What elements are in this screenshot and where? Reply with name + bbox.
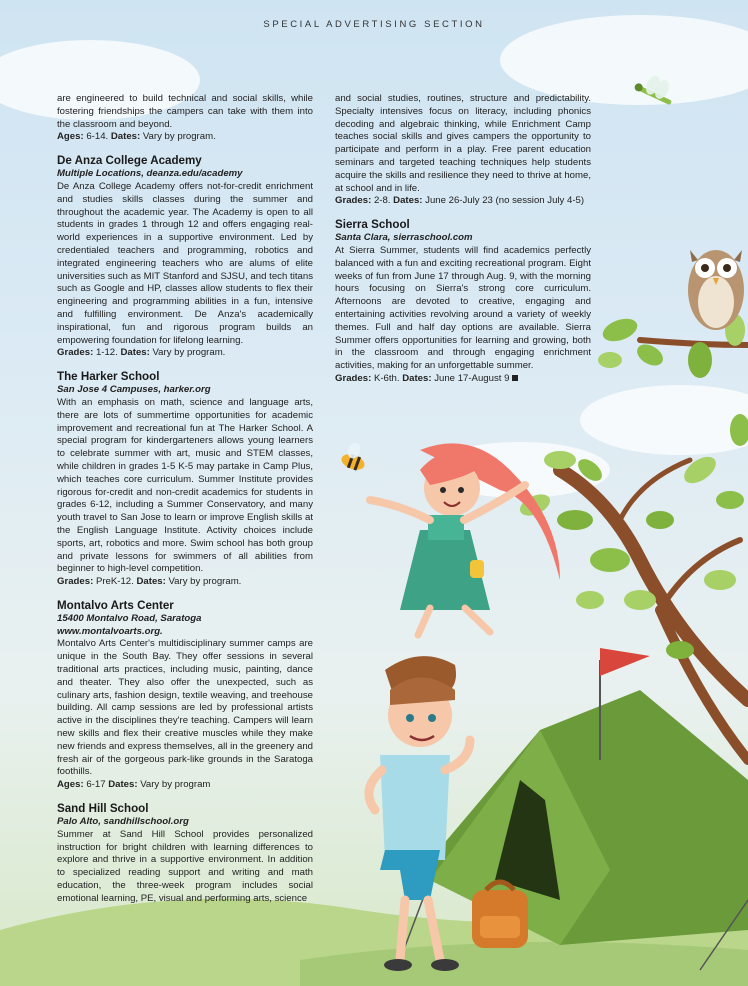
intro-paragraph: are engineered to build technical and social skills, while fostering friendships the campers can take with them into the classroom and beyond.: [57, 93, 313, 130]
sierra-location: Santa Clara, sierraschool.com: [335, 232, 473, 244]
owl: [688, 250, 744, 330]
sierra-title: Sierra School: [335, 218, 410, 232]
sandhill-title: Sand Hill School: [57, 802, 149, 816]
montalvo-location-url: www.montalvoarts.org.: [57, 625, 163, 637]
harker-location: San Jose 4 Campuses, harker.org: [57, 384, 211, 396]
montalvo-title: Montalvo Arts Center: [57, 598, 174, 612]
montalvo-meta: Ages: 6-17 Dates: Vary by program: [57, 779, 211, 791]
right-column: [335, 93, 591, 386]
deanza-title: De Anza College Academy: [57, 154, 202, 168]
sandhill-location: Palo Alto, sandhillschool.org: [57, 816, 189, 828]
bee: [339, 440, 370, 473]
deanza-meta: Grades: 1-12. Dates: Vary by program.: [57, 347, 226, 359]
deanza-body: De Anza College Academy offers not-for-credit enrichment and studies skills classes during the summer and throughout the academic year. The Academy is open to all students in grades 1 through 12 and offers engaging real-world experiences in a supportive environment. Led by credentialed teachers and programming, robotics and integrated engineering teachers who are alums of elite universities such as MIT Stanford and SJSU, and tech titans such as Google and HP, classes allow students to flex their engineering and programming abilities in a fun, intensive and fulfilling environment. De Anza's academically inspirational, fun and rigorous program builds an empowering foundation for lifelong learning.: [57, 180, 313, 346]
montalvo-body: Montalvo Arts Center's multidisciplinary summer camps are unique in the South Bay. They offer sessions in several traditional arts practices, including music, painting, dance and theater. They also offer the unexpected, such as culinary arts, fashion design, textile weaving, and treehouse building. All camp sessions are led by professional artists active in the disciplines they're teaching. Campers will learn new skills and flex their creative muscles while they make new friends and express themselves, all in the greenery and fresh air of the gorgeous park-like grounds in the Saratoga foothills.: [57, 638, 313, 778]
harker-title: The Harker School: [57, 370, 160, 384]
montalvo-location-address: 15400 Montalvo Road, Saratoga: [57, 612, 202, 624]
harker-meta: Grades: PreK-12. Dates: Vary by program.: [57, 576, 242, 588]
sandhill-continued: and social studies, routines, structure and predictability. Specialty intensives focus on literacy, including phonics decoding and algebraic thinking, while Enrichment Camp teaches social skills and gives campers the opportunity to participate and perform in a play. Free parent education seminars and targeted teaching techniques help students acquire the skills and resilience they need to thrive at home, at school and in life.: [335, 93, 591, 194]
sierra-body: At Sierra Summer, students will find academics perfectly balanced with a fun and exciting recreational program. Eight weeks of fun from June 17 through Aug. 9, with the morning hours focusing on Sierra's strong core curriculum. Afternoons are devoted to creative, engaging and entertaining activities revolving around a variety of weekly themes. Full and half day options are available. Sierra Summer offers opportunities for learning and growing, both in the classroom and through engaging enrichment activities, making for an unforgettable summer.: [335, 244, 591, 372]
deanza-location: Multiple Locations, deanza.edu/academy: [57, 168, 243, 180]
end-mark-icon: [512, 375, 518, 381]
flag: [600, 648, 650, 676]
intro-meta: Ages: 6-14. Dates: Vary by program.: [57, 131, 216, 143]
left-column: [57, 93, 313, 906]
backpack: [472, 882, 528, 948]
sierra-meta: Grades: K-6th. Dates: June 17-August 9: [335, 373, 591, 386]
section-header: SPECIAL ADVERTISING SECTION: [263, 19, 485, 30]
harker-body: With an emphasis on math, science and language arts, there are lots of summertime opportunities for academic improvement and recreational fun at The Harker School. A special program for kindergarteners allows young learners to celebrate summer with art, music and STEM classes, while children in grades 1-5 K-5 may partake in Camp Plus, which teaches core curriculum. Summer Institute provides rigorous for-credit and non-credit academics for students in grades 6-12, including a Summer Conservatory, and many youth travel to San Jose to learn or improve English skills at the English Language Institute. Activity choices include sports, art, robotics and more. Swim school has both group and private lessons for swimmers of all abilities from beginner to high-level competition.: [57, 396, 313, 575]
sandhill-body: Summer at Sand Hill School provides personalized instruction for bright children with learning differences to explore and thrive in a supportive environment. In addition to specialized reading support and writing and math education, the three-week program includes social emotional learning, PE, visual and performing arts, science: [57, 828, 313, 904]
sandhill-meta: Grades: 2-8. Dates: June 26-July 23 (no session July 4-5): [335, 195, 585, 207]
